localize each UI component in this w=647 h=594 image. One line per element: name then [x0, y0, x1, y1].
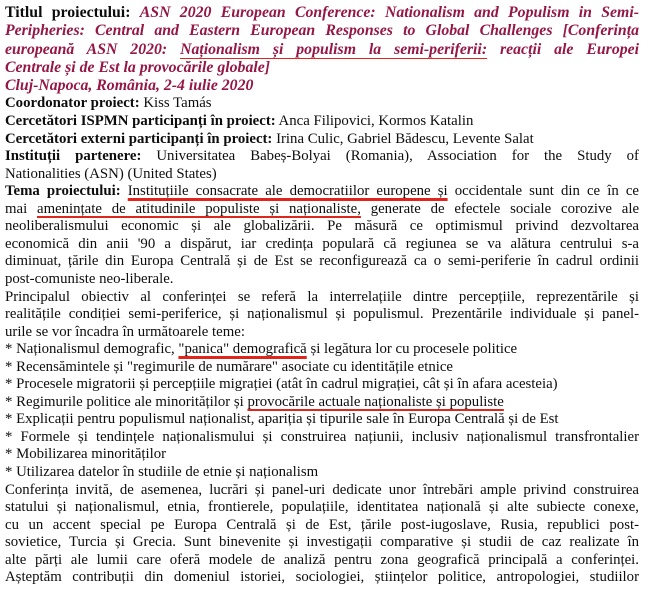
- text-run: Conferința invită, de asemenea, lucrări și panel-uri dedicate unor întrebări ample privind construirea: [5, 481, 639, 498]
- label-line: [5, 131, 639, 149]
- text-run: ASN 2020 European Conference: Nationalism and Populism in Semi-: [139, 4, 639, 21]
- document-body: [5, 4, 639, 587]
- text-run: generate de efectele sociale corozive ale: [360, 200, 639, 217]
- body-line: [5, 271, 639, 289]
- text-run: Coordonator proiect:: [5, 95, 140, 112]
- text-run: Anca Filipovici, Kormos Katalin: [275, 113, 474, 130]
- text-run: * Naționalismul demografic,: [5, 341, 179, 358]
- text-run: și legătura lor cu procesele politice: [306, 341, 518, 358]
- text-run: Nationalities (ASN) (United States): [5, 165, 217, 182]
- title-line: [5, 4, 639, 22]
- red-underline-annotated-text: "panica" demografică: [178, 341, 307, 358]
- text-run: Irina Culic, Gabriel Bădescu, Levente Salat: [272, 130, 534, 147]
- text-run: Peripheries: Central and Eastern European Responses to Global Challenges [Conferința: [5, 22, 639, 40]
- text-run: Kiss Tamás: [139, 95, 212, 112]
- label-line: [5, 148, 639, 166]
- body-line: [5, 517, 639, 535]
- text-run: occidentale sunt din ce în ce: [447, 183, 639, 200]
- text-run: Principalul obiectiv al conferinței se referă la interrelațiile dintre percepțiile, reprezentările și: [5, 288, 639, 305]
- text-run: neoliberalismului economic și ale globalizării. Pe măsură ce optimismul privind dezvoltarea: [5, 218, 639, 235]
- body-line: [5, 183, 639, 201]
- text-run: post-comuniste neo-liberale.: [5, 270, 174, 287]
- title-line: [5, 22, 639, 40]
- body-line: [5, 218, 639, 236]
- text-run: Cercetători ISPMN participanți în proiect:: [5, 113, 276, 130]
- text-run: * Mobilizarea minorităților: [5, 446, 167, 463]
- text-run: sovietice, Turcia și Grecia. Sunt binevenite și investigații comparative și studii de caz realizate în: [5, 534, 639, 551]
- body-line: [5, 201, 639, 219]
- bullet-line: [5, 376, 639, 394]
- body-line: [5, 324, 639, 342]
- bullet-line: [5, 429, 639, 447]
- red-underline-annotated-text: amenințate de atitudinile populiste și naționaliste,: [37, 200, 361, 217]
- body-line: [5, 306, 639, 324]
- bullet-line: [5, 464, 639, 482]
- text-run: diminuat, țările din Europa Centrală și de Est se reconfigurează ca o semi-periferie în cadrul ordinii: [5, 253, 639, 270]
- text-run: mai: [5, 200, 37, 217]
- red-underline-annotated-text: Instituțiile consacrate ale democratiilor europene și: [127, 183, 448, 200]
- red-underline-annotated-text: provocările actuale naționaliste și populiste: [247, 393, 504, 410]
- bullet-line: [5, 446, 639, 464]
- text-run: statului și naționalismul, etnia, frontierele, populațiile, identitatea națională și alte subiecte conexe,: [5, 499, 639, 516]
- bullet-line: [5, 411, 639, 429]
- bullet-line: [5, 341, 639, 359]
- label-line: [5, 95, 639, 113]
- text-run: Centrale și de Est la provocările globale]: [5, 58, 271, 76]
- text-run: * Explicații pentru populismul naționalist, apariția și tipurile sale în Europa Centrală și de Est: [5, 411, 559, 428]
- body-line: [5, 236, 639, 254]
- text-run: * Recensămintele și "regimurile de numărare" asociate cu identitățile etnice: [5, 358, 453, 375]
- body-line: [5, 253, 639, 271]
- text-run: [121, 183, 128, 199]
- text-run: * Utilizarea datelor în studiile de etnie și naționalism: [5, 463, 319, 480]
- red-underline-annotated-text: Naționalism și populism la semi-periferii:: [180, 40, 488, 58]
- body-line: [5, 534, 639, 552]
- text-run: urile se vor încadra în următoarele teme:: [5, 323, 245, 340]
- text-run: Tema proiectului:: [5, 183, 121, 200]
- body-line: [5, 552, 639, 570]
- body-line: [5, 482, 639, 500]
- text-run: europeană ASN 2020:: [5, 40, 181, 58]
- text-run: * Formele și tendințele naționalismului și construirea națiunii, inclusiv naționalismul transfrontalier: [5, 428, 639, 445]
- text-run: Cercetători externi participanți în proiect:: [5, 130, 273, 147]
- text-run: Așteptăm contribuții din domeniul istoriei, sociologiei, științelor politice, antropologiei, studiilor: [5, 569, 639, 586]
- title-line: [5, 77, 639, 95]
- title-line: [5, 41, 639, 59]
- text-run: Instituții partenere:: [5, 148, 142, 165]
- text-run: Cluj-Napoca, România, 2-4 iulie 2020: [5, 77, 254, 95]
- body-line: [5, 289, 639, 307]
- text-run: Universitatea Babeș-Bolyai (Romania), Association for the Study of: [141, 148, 639, 165]
- body-line: [5, 166, 639, 184]
- text-run: cu un accent special pe Europa Centrală și de Est, țările post-iugoslave, Rusia, republici post-: [5, 516, 639, 533]
- text-run: * Procesele migratorii și percepțiile migrației (atât în cadrul migrației, cât și în afara acesteia): [5, 376, 558, 393]
- text-run: reacții ale Europei: [487, 40, 639, 58]
- text-run: economică din anii '90 a dispărut, iar credința populară că regiunea se va alătura centrului s-a: [5, 235, 639, 252]
- text-run: realitățile condiției semi-periferice, și naționalismul și populismul. Prezentările individuale și panel-: [5, 306, 639, 323]
- body-line: [5, 569, 639, 587]
- text-run: alte părți ale lumii care oferă modele de analiză pentru zona geografică principală a conferinței.: [5, 551, 639, 568]
- body-line: [5, 499, 639, 517]
- label-line: [5, 113, 639, 131]
- title-line: [5, 59, 639, 77]
- bullet-line: [5, 394, 639, 412]
- text-run: Titlul proiectului:: [5, 4, 140, 21]
- bullet-line: [5, 359, 639, 377]
- text-run: * Regimurile politice ale minorităților și: [5, 393, 248, 410]
